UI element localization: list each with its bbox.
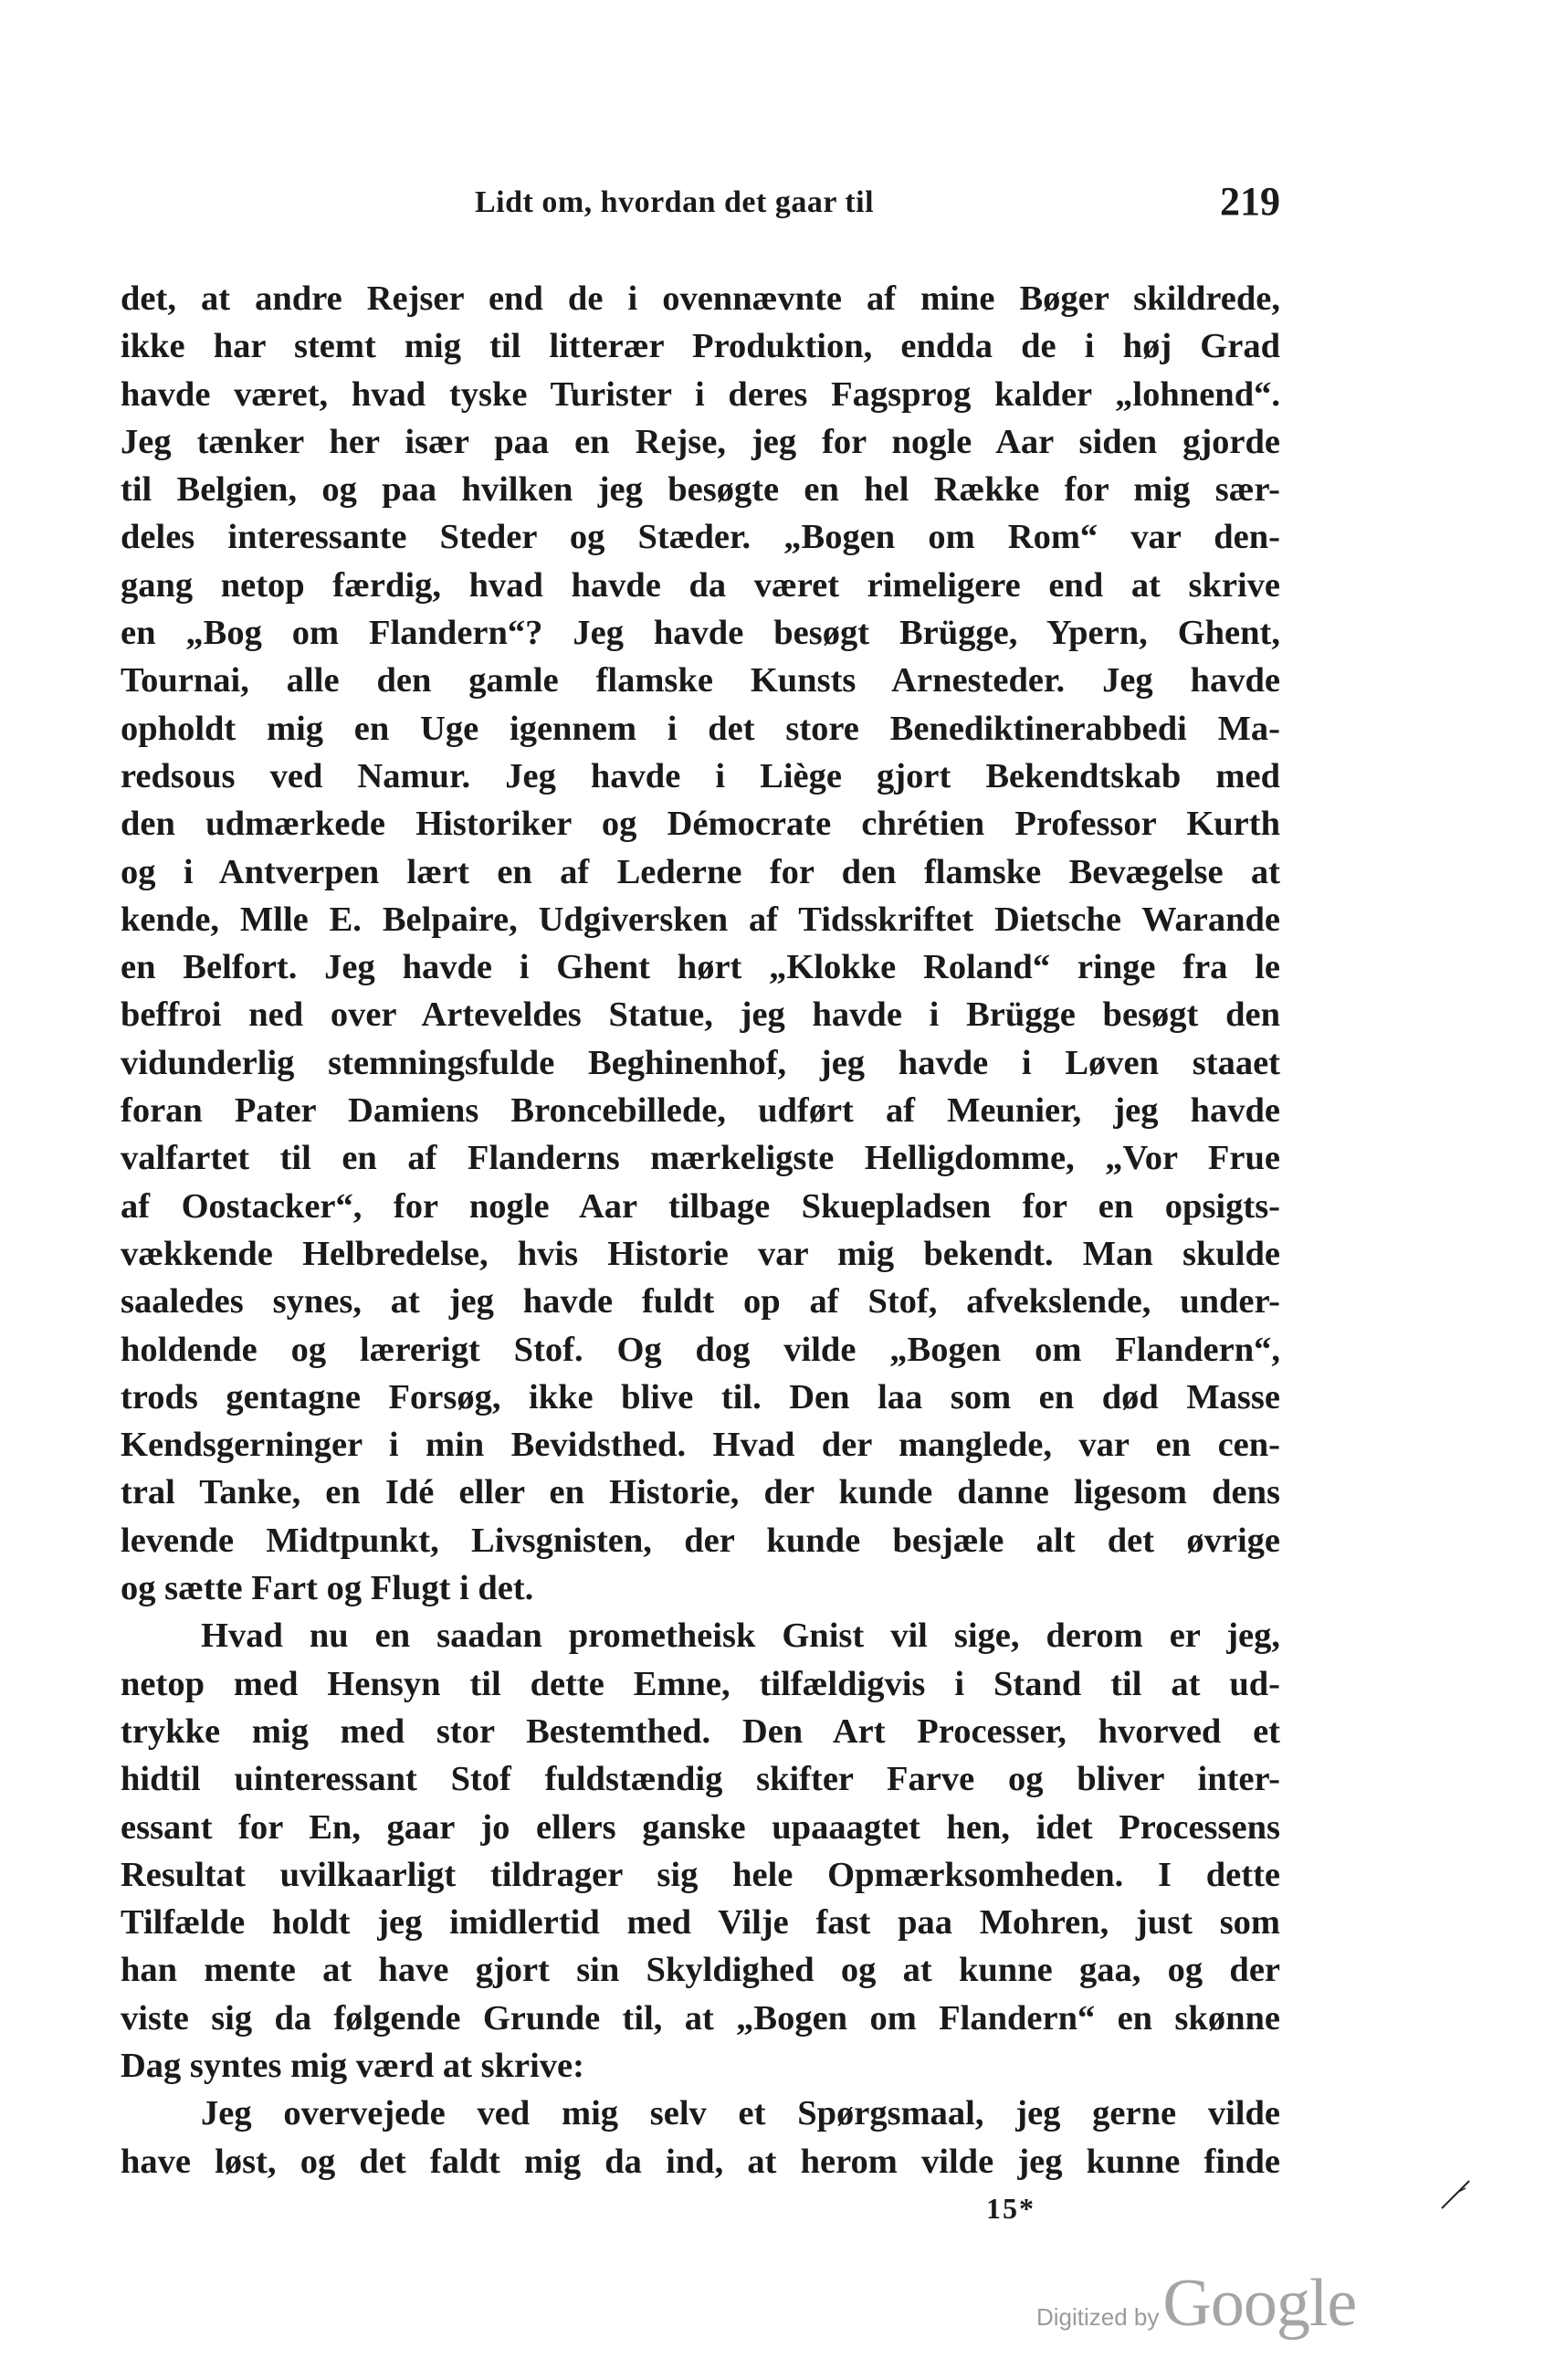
page-header [121, 178, 1280, 233]
text-line: vækkende Helbredelse, hvis Historie var mig bekendt. Man skulde [121, 1234, 1280, 1273]
text-line: have løst, og det faldt mig da ind, at herom vilde jeg kunne finde [121, 2142, 1280, 2181]
body-text [121, 275, 1280, 2185]
text-line: valfartet til en af Flanderns mærkeligste Helligdomme, „Vor Frue [121, 1139, 1280, 1178]
text-line: saaledes synes, at jeg havde fuldt op af Stof, afvekslende, under- [121, 1282, 1280, 1322]
pen-mark-icon [1438, 2175, 1475, 2212]
text-line: den udmærkede Historiker og Démocrate chrétien Professor Kurth [121, 805, 1280, 844]
text-line: viste sig da følgende Grunde til, at „Bogen om Flandern“ en skønne [121, 1998, 1280, 2038]
paragraph-start-line: Hvad nu en saadan prometheisk Gnist vil sige, derom er jeg, [201, 1617, 1280, 1656]
text-line: tral Tanke, en Idé eller en Historie, der kunde danne ligesom dens [121, 1473, 1280, 1512]
text-line: til Belgien, og paa hvilken jeg besøgte en hel Række for mig sær- [121, 470, 1280, 510]
text-line: essant for En, gaar jo ellers ganske upaaagtet hen, idet Processens [121, 1807, 1280, 1847]
text-line: kende, Mlle E. Belpaire, Udgiversken af Tidsskriftet Dietsche Warande [121, 900, 1280, 939]
google-logo: Google [1162, 2266, 1357, 2341]
text-line: en Belfort. Jeg havde i Ghent hørt „Klokke Roland“ ringe fra le [121, 948, 1280, 987]
paragraph-end-line: og sætte Fart og Flugt i det. [121, 1569, 534, 1608]
watermark-prefix: Digitized by [1036, 2303, 1160, 2331]
text-line: Jeg tænker her især paa en Rejse, jeg for nogle Aar siden gjorde [121, 422, 1280, 461]
text-line: af Oostacker“, for nogle Aar tilbage Skuepladsen for en opsigts- [121, 1186, 1280, 1226]
text-line: en „Bog om Flandern“? Jeg havde besøgt Brügge, Ypern, Ghent, [121, 614, 1280, 653]
text-line: Kendsgerninger i min Bevidsthed. Hvad der manglede, var en cen- [121, 1426, 1280, 1465]
text-line: ikke har stemt mig til litterær Produktion, endda de i høj Grad [121, 327, 1280, 366]
text-line: havde været, hvad tyske Turister i deres Fagsprog kalder „lohnend“. [121, 374, 1280, 414]
text-line: redsous ved Namur. Jeg havde i Liège gjort Bekendtskab med [121, 756, 1280, 795]
text-line: og i Antverpen lært en af Lederne for den flamske Bevægelse at [121, 852, 1280, 891]
digitization-watermark [1036, 2265, 1357, 2341]
text-line: gang netop færdig, hvad havde da været rimeligere end at skrive [121, 565, 1280, 605]
paragraph-end-line: Dag syntes mig værd at skrive: [121, 2046, 584, 2085]
text-line: foran Pater Damiens Broncebillede, udført af Meunier, jeg havde [121, 1091, 1280, 1131]
text-line: Resultat uvilkaarligt tildrager sig hele Opmærksomheden. I dette [121, 1855, 1280, 1894]
text-line: hidtil uinteressant Stof fuldstændig skifter Farve og bliver inter- [121, 1760, 1280, 1799]
text-line: levende Midtpunkt, Livsgnisten, der kunde besjæle alt det øvrige [121, 1521, 1280, 1560]
page-number: 219 [1220, 179, 1280, 224]
text-line: vidunderlig stemningsfulde Beghinenhof, jeg havde i Løven staaet [121, 1043, 1280, 1082]
text-line: deles interessante Steder og Stæder. „Bogen om Rom“ var den- [121, 518, 1280, 557]
signature-mark: 15* [986, 2192, 1035, 2225]
text-line: trods gentagne Forsøg, ikke blive til. Den laa som en død Masse [121, 1377, 1280, 1416]
text-line: netop med Hensyn til dette Emne, tilfældigvis i Stand til at ud- [121, 1664, 1280, 1703]
text-line: det, at andre Rejser end de i ovennævnte af mine Bøger skildrede, [121, 279, 1280, 318]
text-line: opholdt mig en Uge igennem i det store Benediktinerabbedi Ma- [121, 709, 1280, 748]
paragraph-start-line: Jeg overvejede ved mig selv et Spørgsmaal, jeg gerne vilde [201, 2094, 1280, 2133]
text-line: holdende og lærerigt Stof. Og dog vilde „Bogen om Flandern“, [121, 1330, 1280, 1369]
text-line: han mente at have gjort sin Skyldighed og at kunne gaa, og der [121, 1951, 1280, 1990]
text-line: Tournai, alle den gamle flamske Kunsts Arnesteder. Jeg havde [121, 661, 1280, 700]
text-line: trykke mig med stor Bestemthed. Den Art Processer, hvorved et [121, 1711, 1280, 1751]
running-head: Lidt om, hvordan det gaar til [475, 185, 875, 219]
text-line: beffroi ned over Arteveldes Statue, jeg havde i Brügge besøgt den [121, 995, 1280, 1035]
text-line: Tilfælde holdt jeg imidlertid med Vilje fast paa Mohren, just som [121, 1903, 1280, 1943]
